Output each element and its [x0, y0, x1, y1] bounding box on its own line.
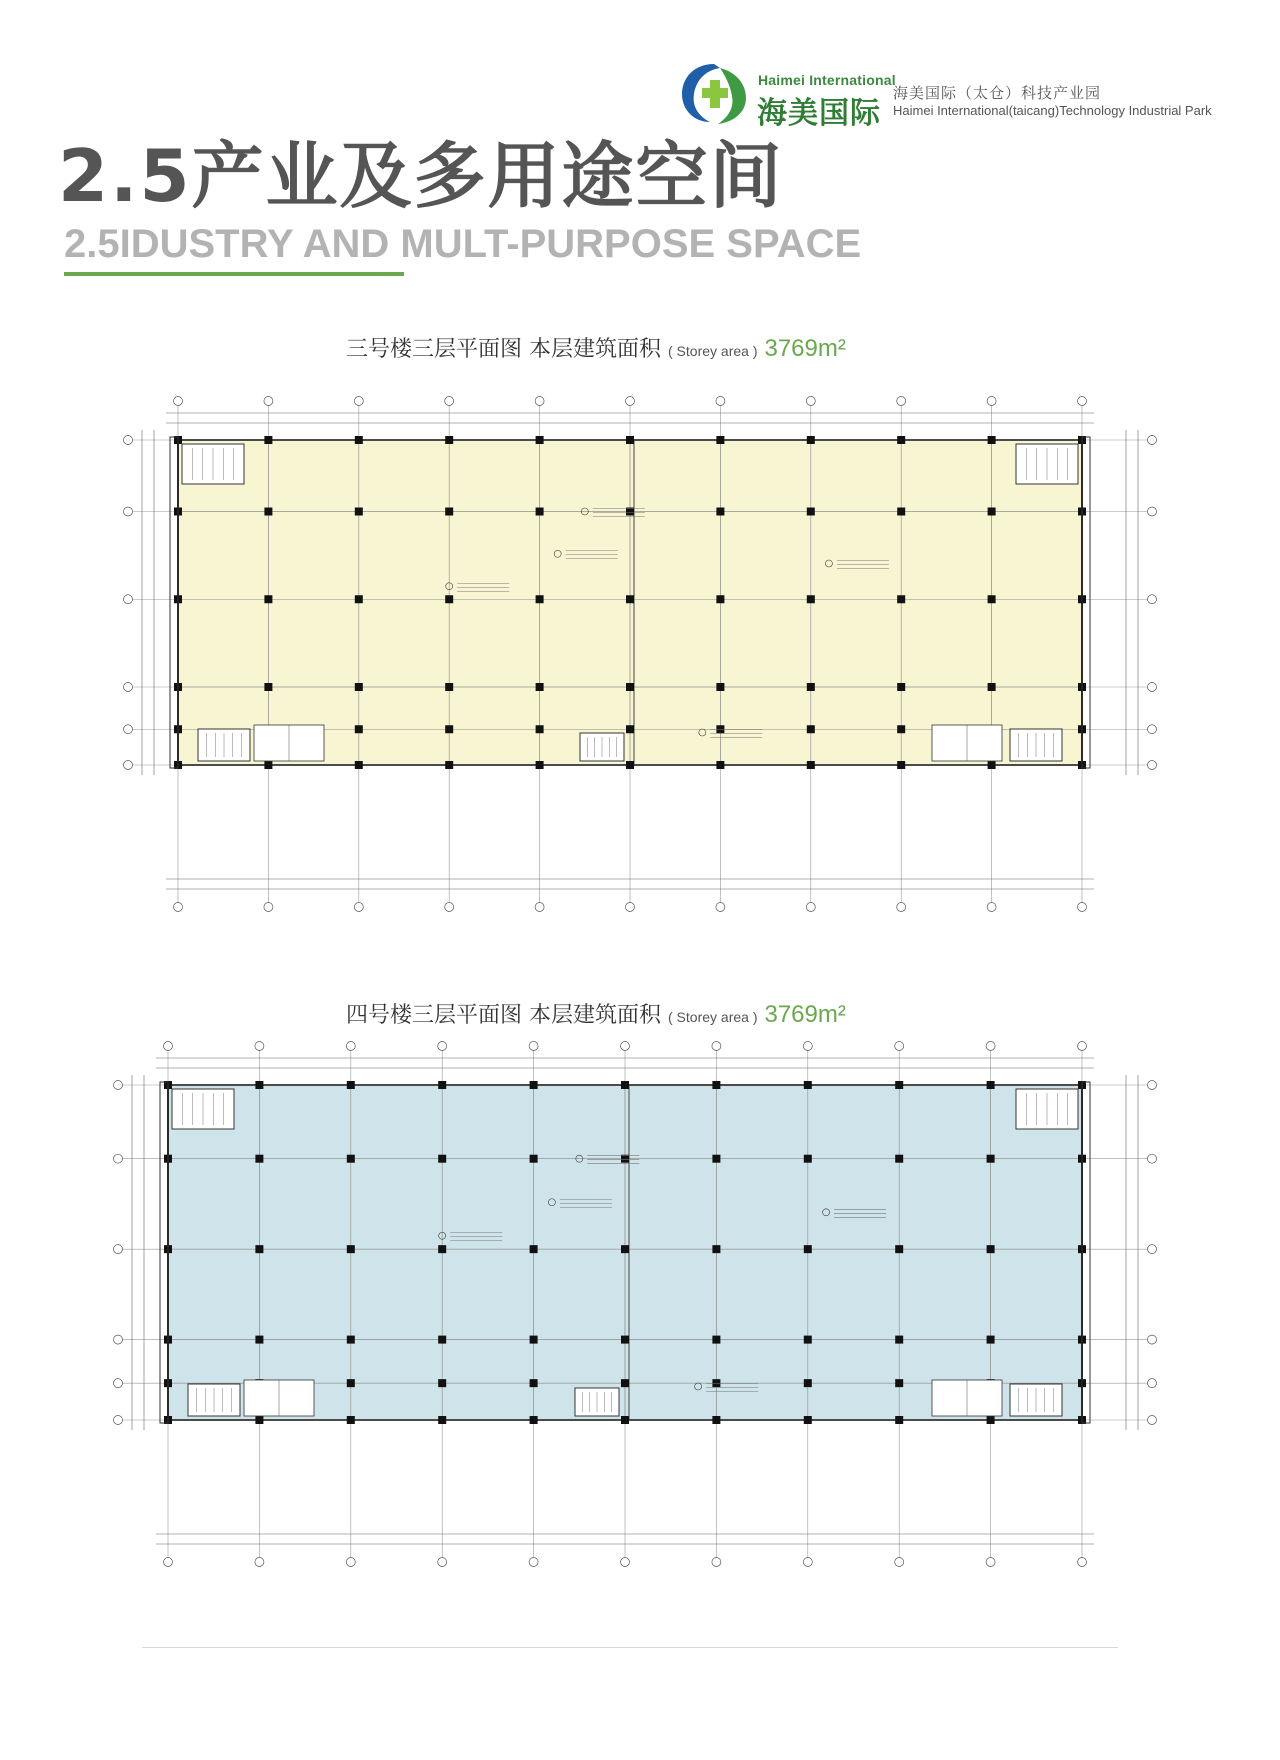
structural-column	[897, 725, 905, 733]
structural-column	[804, 1081, 812, 1089]
title-underline	[64, 272, 404, 276]
axis-bubble	[124, 507, 133, 516]
structural-column	[536, 508, 544, 516]
structural-column	[895, 1416, 903, 1424]
axis-bubble	[1148, 1335, 1157, 1344]
plan-area-value: 3769m²	[764, 335, 846, 362]
structural-column	[716, 595, 724, 603]
structural-column	[264, 508, 272, 516]
axis-bubble	[346, 1558, 355, 1567]
structural-column	[712, 1336, 720, 1344]
structural-column	[355, 683, 363, 691]
structural-column	[438, 1155, 446, 1163]
structural-column	[445, 725, 453, 733]
structural-column	[445, 508, 453, 516]
structural-column	[804, 1245, 812, 1253]
structural-column	[264, 683, 272, 691]
structural-column	[807, 508, 815, 516]
floor-plan-building-3	[120, 395, 1160, 925]
axis-bubble	[124, 436, 133, 445]
structural-column	[807, 761, 815, 769]
structural-column	[626, 725, 634, 733]
structural-column	[807, 683, 815, 691]
structural-column	[895, 1379, 903, 1387]
axis-bubble	[114, 1245, 123, 1254]
structural-column	[712, 1155, 720, 1163]
structural-column	[530, 1379, 538, 1387]
axis-bubble	[986, 1042, 995, 1051]
axis-bubble	[1148, 595, 1157, 604]
axis-bubble	[1078, 1042, 1087, 1051]
axis-bubble	[114, 1081, 123, 1090]
axis-bubble	[354, 903, 363, 912]
structural-column	[804, 1336, 812, 1344]
axis-bubble	[114, 1335, 123, 1344]
axis-bubble	[124, 761, 133, 770]
structural-column	[897, 508, 905, 516]
axis-bubble	[1148, 507, 1157, 516]
axis-bubble	[164, 1558, 173, 1567]
structural-column	[804, 1155, 812, 1163]
structural-column	[438, 1416, 446, 1424]
axis-bubble	[529, 1042, 538, 1051]
structural-column	[807, 725, 815, 733]
axis-bubble	[114, 1416, 123, 1425]
structural-column	[255, 1245, 263, 1253]
axis-bubble	[445, 903, 454, 912]
plan-caption-building-3	[346, 332, 846, 363]
structural-column	[988, 595, 996, 603]
plan-caption-building-4	[346, 998, 846, 1029]
axis-bubble	[895, 1042, 904, 1051]
park-name-english: Haimei International(taicang)Technology Industrial Park	[893, 103, 1212, 118]
structural-column	[626, 761, 634, 769]
axis-bubble	[1148, 1379, 1157, 1388]
axis-bubble	[264, 903, 273, 912]
structural-column	[355, 436, 363, 444]
axis-bubble	[987, 903, 996, 912]
structural-column	[804, 1379, 812, 1387]
axis-bubble	[806, 903, 815, 912]
structural-column	[987, 1336, 995, 1344]
structural-column	[255, 1081, 263, 1089]
structural-column	[895, 1336, 903, 1344]
plan-caption-main: 三号楼三层平面图 本层建筑面积	[346, 337, 661, 362]
structural-column	[895, 1245, 903, 1253]
structural-column	[626, 436, 634, 444]
structural-column	[445, 436, 453, 444]
structural-column	[621, 1336, 629, 1344]
axis-bubble	[124, 725, 133, 734]
axis-bubble	[1078, 903, 1087, 912]
structural-column	[895, 1081, 903, 1089]
axis-bubble	[1148, 761, 1157, 770]
structural-column	[536, 436, 544, 444]
axis-bubble	[626, 903, 635, 912]
structural-column	[897, 436, 905, 444]
structural-column	[807, 595, 815, 603]
axis-bubble	[1148, 683, 1157, 692]
page-title-chinese: 2.5产业及多用途空间	[58, 134, 784, 218]
axis-bubble	[712, 1042, 721, 1051]
structural-column	[987, 1416, 995, 1424]
structural-column	[895, 1155, 903, 1163]
structural-column	[804, 1416, 812, 1424]
axis-bubble	[114, 1154, 123, 1163]
structural-column	[987, 1155, 995, 1163]
axis-bubble	[438, 1558, 447, 1567]
structural-column	[712, 1379, 720, 1387]
structural-column	[438, 1245, 446, 1253]
structural-column	[255, 1416, 263, 1424]
axis-bubble	[529, 1558, 538, 1567]
structural-column	[536, 761, 544, 769]
structural-column	[264, 436, 272, 444]
structural-column	[621, 1081, 629, 1089]
structural-column	[438, 1336, 446, 1344]
plan-caption-sub: ( Storey area )	[668, 1009, 758, 1025]
plan-caption-main: 四号楼三层平面图 本层建筑面积	[346, 1003, 661, 1028]
axis-bubble	[164, 1042, 173, 1051]
structural-column	[897, 595, 905, 603]
page-title-english: 2.5IDUSTRY AND MULT-PURPOSE SPACE	[64, 222, 862, 266]
structural-column	[530, 1081, 538, 1089]
axis-bubble	[803, 1558, 812, 1567]
structural-column	[255, 1155, 263, 1163]
axis-bubble	[1148, 1081, 1157, 1090]
structural-column	[445, 595, 453, 603]
axis-bubble	[1148, 1154, 1157, 1163]
structural-column	[347, 1245, 355, 1253]
bottom-divider	[142, 1647, 1118, 1648]
axis-bubble	[716, 397, 725, 406]
axis-bubble	[1148, 1245, 1157, 1254]
structural-column	[347, 1336, 355, 1344]
axis-bubble	[174, 903, 183, 912]
structural-column	[988, 683, 996, 691]
structural-column	[445, 683, 453, 691]
axis-bubble	[354, 397, 363, 406]
structural-column	[536, 683, 544, 691]
structural-column	[716, 436, 724, 444]
structural-column	[716, 761, 724, 769]
structural-column	[536, 595, 544, 603]
structural-column	[355, 761, 363, 769]
structural-column	[621, 1379, 629, 1387]
structural-column	[264, 595, 272, 603]
structural-column	[347, 1155, 355, 1163]
axis-bubble	[264, 397, 273, 406]
structural-column	[621, 1416, 629, 1424]
plan-caption-sub: ( Storey area )	[668, 343, 758, 359]
axis-bubble	[1148, 725, 1157, 734]
structural-column	[712, 1416, 720, 1424]
structural-column	[355, 725, 363, 733]
axis-bubble	[438, 1042, 447, 1051]
plan-area-value: 3769m²	[764, 1001, 846, 1028]
structural-column	[626, 595, 634, 603]
structural-column	[987, 1081, 995, 1089]
axis-bubble	[124, 683, 133, 692]
structural-column	[264, 761, 272, 769]
axis-bubble	[621, 1558, 630, 1567]
structural-column	[530, 1336, 538, 1344]
axis-bubble	[445, 397, 454, 406]
structural-column	[530, 1245, 538, 1253]
structural-column	[897, 683, 905, 691]
axis-bubble	[1148, 436, 1157, 445]
structural-column	[988, 761, 996, 769]
park-name-chinese: 海美国际（太仓）科技产业园	[893, 84, 1102, 102]
axis-bubble	[174, 397, 183, 406]
axis-bubble	[255, 1042, 264, 1051]
axis-bubble	[124, 595, 133, 604]
axis-bubble	[535, 397, 544, 406]
axis-bubble	[114, 1379, 123, 1388]
structural-column	[987, 1245, 995, 1253]
axis-bubble	[895, 1558, 904, 1567]
structural-column	[445, 761, 453, 769]
structural-column	[438, 1379, 446, 1387]
logo-english-name: Haimei International	[758, 72, 896, 88]
axis-bubble	[626, 397, 635, 406]
structural-column	[347, 1081, 355, 1089]
axis-bubble	[712, 1558, 721, 1567]
structural-column	[712, 1081, 720, 1089]
structural-column	[988, 436, 996, 444]
structural-column	[988, 508, 996, 516]
axis-bubble	[897, 397, 906, 406]
axis-bubble	[535, 903, 544, 912]
logo-chinese-name: 海美国际	[757, 96, 881, 131]
structural-column	[716, 508, 724, 516]
structural-column	[530, 1155, 538, 1163]
structural-column	[716, 683, 724, 691]
structural-column	[438, 1081, 446, 1089]
floor-plan-building-4	[110, 1040, 1160, 1580]
structural-column	[347, 1379, 355, 1387]
axis-bubble	[255, 1558, 264, 1567]
structural-column	[347, 1416, 355, 1424]
structural-column	[897, 761, 905, 769]
structural-column	[355, 508, 363, 516]
axis-bubble	[803, 1042, 812, 1051]
structural-column	[255, 1336, 263, 1344]
structural-column	[355, 595, 363, 603]
structural-column	[807, 436, 815, 444]
axis-bubble	[897, 903, 906, 912]
axis-bubble	[1078, 397, 1087, 406]
axis-bubble	[806, 397, 815, 406]
axis-bubble	[716, 903, 725, 912]
structural-column	[712, 1245, 720, 1253]
structural-column	[621, 1245, 629, 1253]
axis-bubble	[621, 1042, 630, 1051]
axis-bubble	[987, 397, 996, 406]
structural-column	[626, 683, 634, 691]
structural-column	[530, 1416, 538, 1424]
axis-bubble	[986, 1558, 995, 1567]
structural-column	[536, 725, 544, 733]
axis-bubble	[346, 1042, 355, 1051]
axis-bubble	[1148, 1416, 1157, 1425]
axis-bubble	[1078, 1558, 1087, 1567]
